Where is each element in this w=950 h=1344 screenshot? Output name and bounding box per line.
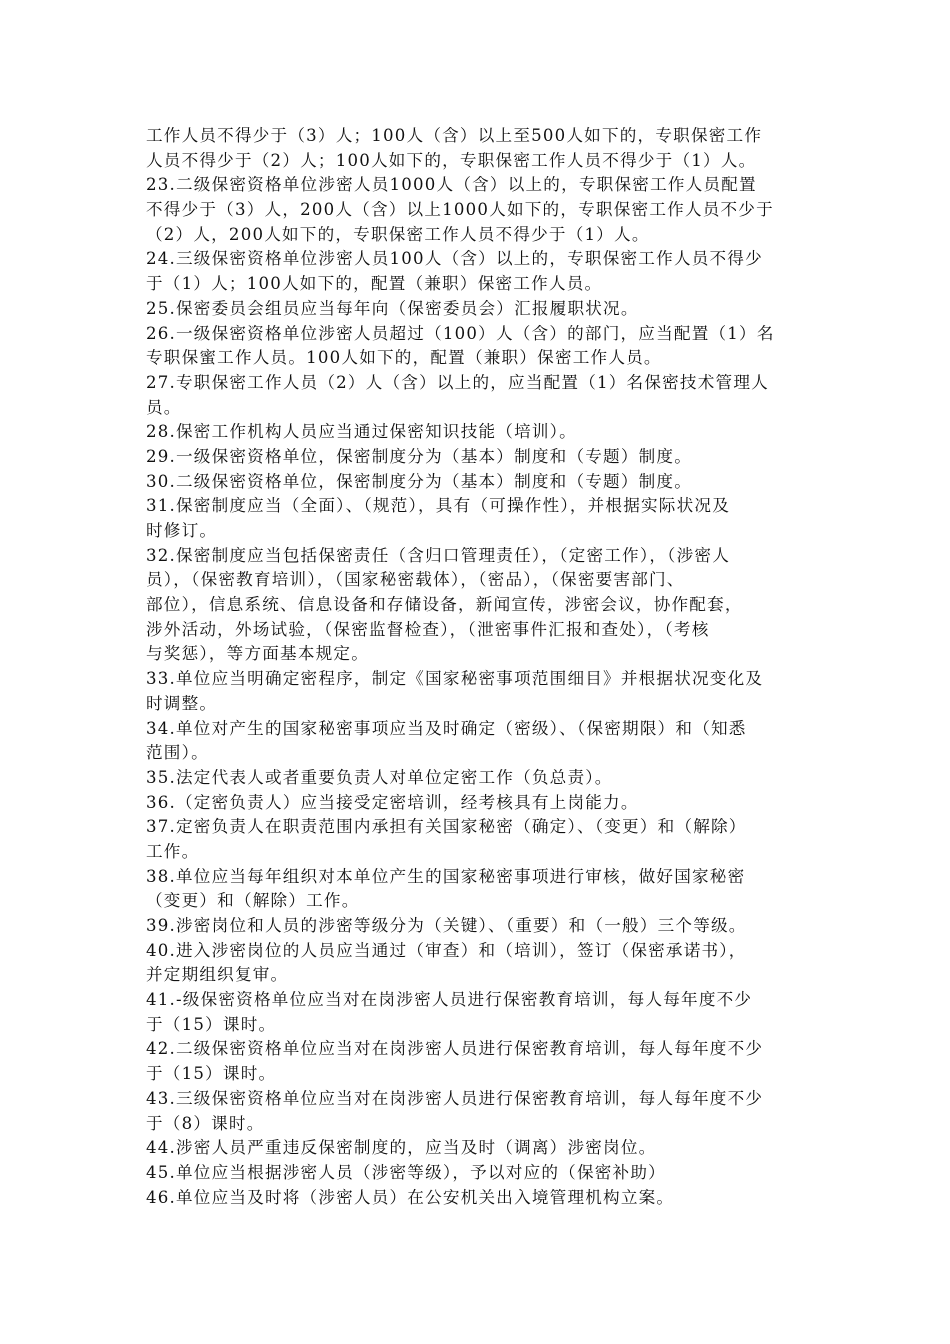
- text-line: 31.保密制度应当（全面）、（规范），具有（可操作性），并根据实际状况及: [146, 496, 730, 516]
- text-line: 36.（定密负责人）应当接受定密培训，经考核具有上岗能力。: [146, 792, 639, 812]
- text-line: 40.进入涉密岗位的人员应当通过（审查）和（培训），签订（保密承诺书），: [146, 940, 747, 960]
- text-line: 28.保密工作机构人员应当通过保密知识技能（培训）。: [146, 422, 577, 442]
- text-line: 部位），信息系统、信息设备和存储设备，新闻宣传，涉密会议，协作配套，: [146, 595, 743, 615]
- text-line: 时修订。: [146, 521, 218, 540]
- text-line: 26.一级保密资格单位涉密人员超过（100）人（含）的部门，应当配置（1）名: [146, 323, 775, 343]
- text-line: 不得少于（3）人，200人（含）以上1000人如下的，专职保密工作人员不少于: [146, 200, 774, 220]
- text-line: 24.三级保密资格单位涉密人员100人（含）以上的，专职保密工作人员不得少: [146, 249, 763, 269]
- text-line: 33.单位应当明确定密程序，制定《国家秘密事项范围细目》并根据状况变化及: [146, 669, 764, 689]
- text-line: 涉外活动，外场试验，（保密监督检查），（泄密事件汇报和查处），（考核: [146, 619, 710, 639]
- text-line: 专职保蜜工作人员。100人如下的，配置（兼职）保密工作人员。: [146, 348, 662, 368]
- text-line: 于（1）人；100人如下的，配置（兼职）保密工作人员。: [146, 274, 603, 294]
- text-line: 45.单位应当根据涉密人员（涉密等级），予以对应的（保密补助）: [146, 1162, 666, 1182]
- text-line: 43.三级保密资格单位应当对在岗涉密人员进行保密教育培训，每人每年度不少: [146, 1088, 764, 1108]
- text-line: 工作人员不得少于（3）人；100人（含）以上至500人如下的，专职保密工作: [146, 126, 763, 145]
- text-line: 工作。: [146, 841, 200, 861]
- text-line: 30.二级保密资格单位，保密制度分为（基本）制度和（专题）制度。: [146, 471, 693, 491]
- text-line: 29.一级保密资格单位，保密制度分为（基本）制度和（专题）制度。: [146, 446, 693, 466]
- text-line: 37.定密负责人在职责范围内承担有关国家秘密（确定）、（变更）和（解除）: [146, 817, 747, 837]
- text-line: 与奖惩），等方面基本规定。: [146, 644, 370, 664]
- text-line: 41.-级保密资格单位应当对在岗涉密人员进行保密教育培训，每人每年度不少: [146, 990, 753, 1010]
- text-line: 员。: [146, 397, 182, 417]
- text-line: 范围）。: [146, 743, 209, 763]
- text-line: 38.单位应当每年组织对本单位产生的国家秘密事项进行审核，做好国家秘密: [146, 866, 746, 886]
- text-line: 员），（保密教育培训），（国家秘密载体），（密品），（保密要害部门、: [146, 570, 685, 590]
- text-line: 于（8）课时。: [146, 1113, 265, 1133]
- text-line: 25.保密委员会组员应当每年向（保密委员会）汇报履职状况。: [146, 298, 639, 318]
- text-line: 27.专职保密工作人员（2）人（含）以上的，应当配置（1）名保密技术管理人: [146, 372, 769, 392]
- text-line: 42.二级保密资格单位应当对在岗涉密人员进行保密教育培训，每人每年度不少: [146, 1039, 764, 1059]
- text-line: 32.保密制度应当包括保密责任（含归口管理责任），（定密工作），（涉密人: [146, 545, 730, 565]
- document-body: [146, 124, 816, 1210]
- text-line: （变更）和（解除）工作。: [146, 891, 360, 911]
- text-line: 23.二级保密资格单位涉密人员1000人（含）以上的，专职保密工作人员配置: [146, 175, 757, 195]
- text-line: 于（15）课时。: [146, 1064, 277, 1084]
- text-line: （2）人，200人如下的，专职保密工作人员不得少于（1）人。: [146, 224, 650, 244]
- text-line: 于（15）课时。: [146, 1014, 277, 1034]
- text-line: 46.单位应当及时将（涉密人员）在公安机关出入境管理机构立案。: [146, 1187, 675, 1207]
- text-line: 并定期组织复审。: [146, 965, 289, 985]
- text-line: 35.法定代表人或者重要负责人对单位定密工作（负总责）。: [146, 767, 613, 787]
- text-line: 时调整。: [146, 693, 218, 713]
- text-line: 人员不得少于（2）人；100人如下的，专职保密工作人员不得少于（1）人。: [146, 150, 757, 170]
- text-line: 34.单位对产生的国家秘密事项应当及时确定（密级）、（保密期限）和（知悉: [146, 718, 747, 738]
- text-line: 39.涉密岗位和人员的涉密等级分为（关键）、（重要）和（一般）三个等级。: [146, 916, 747, 935]
- text-line: 44.涉密人员严重违反保密制度的，应当及时（调离）涉密岗位。: [146, 1138, 657, 1158]
